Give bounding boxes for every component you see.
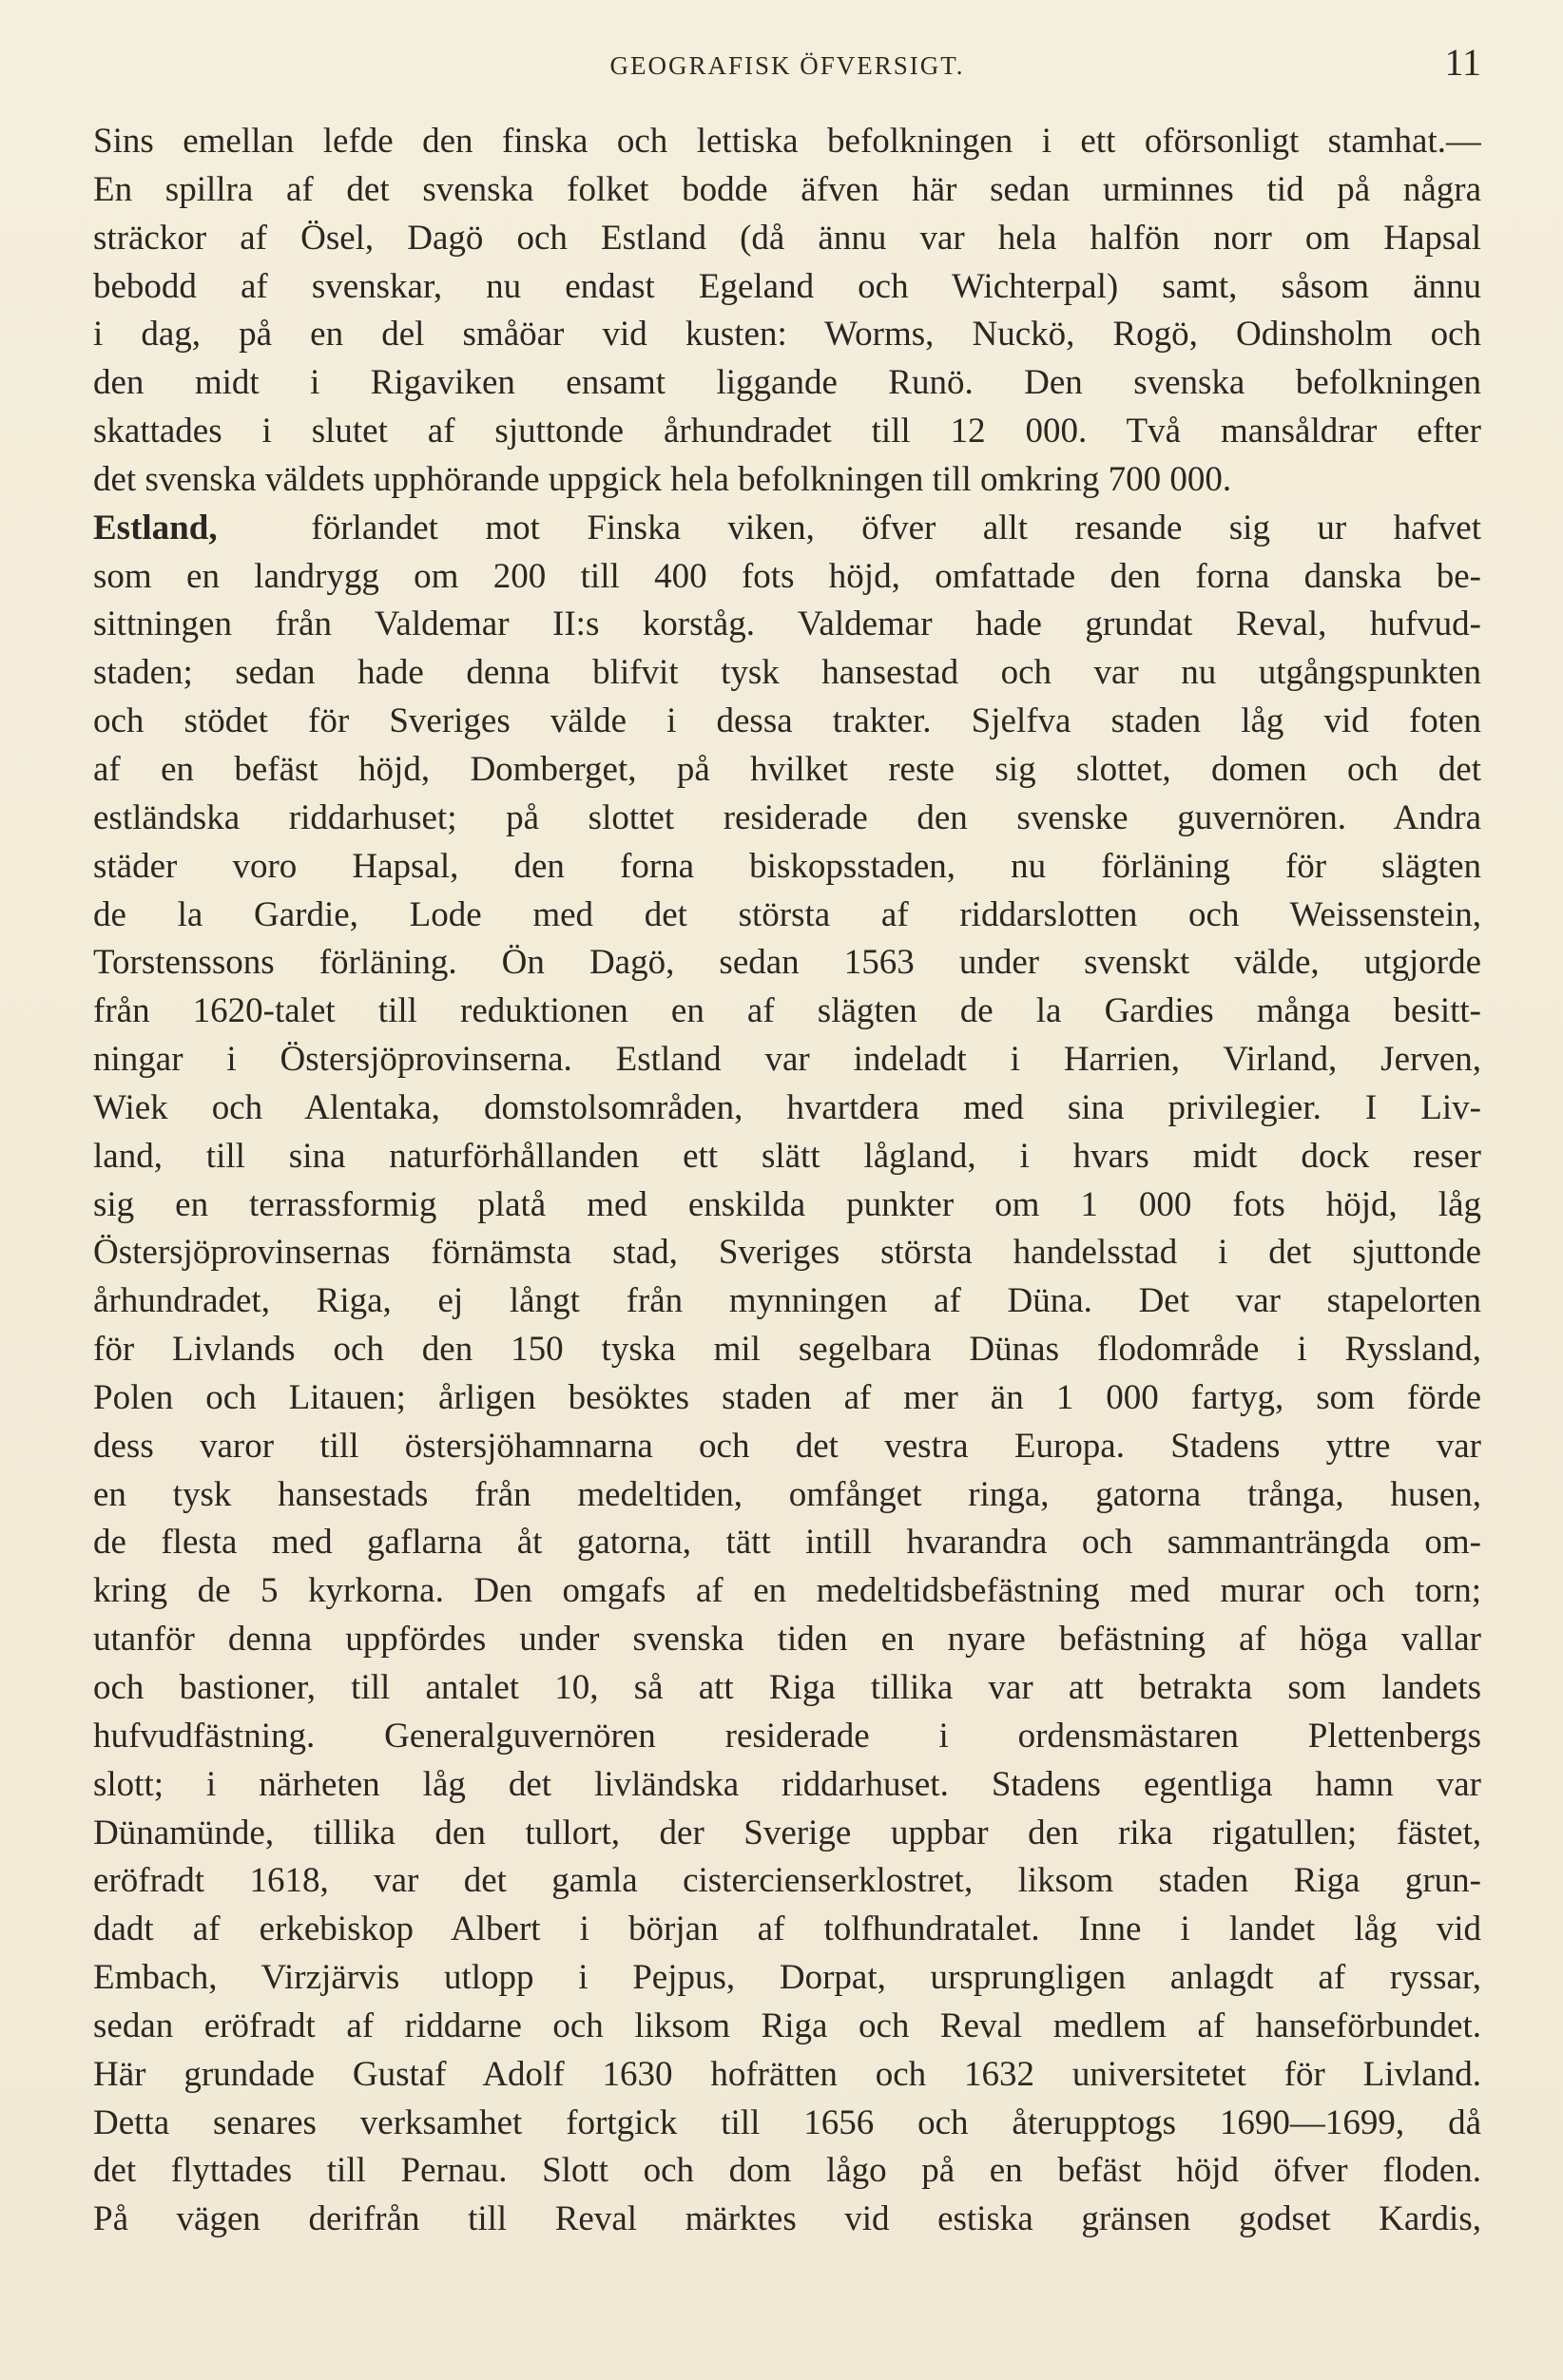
text-line: från 1620-talet till reduktionen en af slägten de la Gardies många besitt- — [93, 991, 1481, 1031]
text-line-estland — [93, 505, 1481, 553]
text-line: århundradet, Riga, ej långt från mynningen af Düna. Det var stapelorten — [93, 1281, 1481, 1321]
text-line: och stödet för Sveriges välde i dessa trakter. Sjelfva staden låg vid foten — [93, 701, 1481, 741]
text-line: bebodd af svenskar, nu endast Egeland och Wichterpal) samt, såsom ännu — [93, 266, 1481, 306]
text-line: städer voro Hapsal, den forna biskopsstaden, nu förläning för slägten — [93, 846, 1481, 886]
text-line: sig en terrassformig platå med enskilda punkter om 1 000 fots höjd, låg — [93, 1184, 1481, 1224]
text-line: det flyttades till Pernau. Slott och dom lågo på en befäst höjd öfver floden. — [93, 2151, 1481, 2191]
text-line: land, till sina naturförhållanden ett slätt lågland, i hvars midt dock reser — [93, 1136, 1481, 1176]
text-line: för Livlands och den 150 tyska mil segelbara Dünas flodområde i Ryssland, — [93, 1330, 1481, 1370]
page-number: 11 — [1444, 41, 1481, 84]
text-line: slott; i närheten låg det livländska riddarhuset. Stadens egentliga hamn var — [93, 1764, 1481, 1804]
text-line: ningar i Östersjöprovinserna. Estland var indeladt i Harrien, Virland, Jerven, — [93, 1040, 1481, 1080]
text-line: och bastioner, till antalet 10, så att Riga tillika var att betrakta som landets — [93, 1668, 1481, 1707]
text-line: eröfradt 1618, var det gamla cistercienserklostret, liksom staden Riga grun- — [93, 1861, 1481, 1901]
text-line: sträckor af Ösel, Dagö och Estland (då ännu var hela halfön norr om Hapsal — [93, 218, 1481, 258]
text-line: Dünamünde, tillika den tullort, der Sverige uppbar den rika rigatullen; fästet, — [93, 1813, 1481, 1852]
text-line: skattades i slutet af sjuttonde århundradet till 12 000. Två mansåldrar efter — [93, 412, 1481, 451]
body-text — [93, 118, 1481, 2244]
text-line: en tysk hansestads från medeltiden, omfånget ringa, gatorna trånga, husen, — [93, 1474, 1481, 1514]
text-line: En spillra af det svenska folket bodde äfven här sedan urminnes tid på några — [93, 169, 1481, 209]
text-line: hufvudfästning. Generalguvernören residerade i ordensmästaren Plettenbergs — [93, 1716, 1481, 1756]
running-title: GEOGRAFISK ÖFVERSIGT. — [609, 51, 965, 80]
text-line: dess varor till östersjöhamnarna och det vestra Europa. Stadens yttre var — [93, 1426, 1481, 1466]
text-line: Sins emellan lefde den finska och lettiska befolkningen i ett oförsonligt stamhat.— — [93, 122, 1481, 161]
text-line: sedan eröfradt af riddarne och liksom Riga och Reval medlem af hanseförbundet. — [93, 2006, 1481, 2045]
text-line: Embach, Virzjärvis utlopp i Pejpus, Dorpat, ursprungligen anlagdt af ryssar, — [93, 1958, 1481, 1998]
text-line: Här grundade Gustaf Adolf 1630 hofrätten och 1632 universitetet för Livland. — [93, 2054, 1481, 2094]
text-line: staden; sedan hade denna blifvit tysk hansestad och var nu utgångspunkten — [93, 653, 1481, 693]
page-header — [93, 38, 1481, 91]
text-line: dadt af erkebiskop Albert i början af tolfhundratalet. Inne i landet låg vid — [93, 1910, 1481, 1949]
text-line: Torstenssons förläning. Ön Dagö, sedan 1563 under svenskt välde, utgjorde — [93, 943, 1481, 983]
text-line: de flesta med gaflarna åt gatorna, tätt intill hvarandra och sammanträngda om- — [93, 1523, 1481, 1563]
text-line: den midt i Rigaviken ensamt liggande Runö. Den svenska befolkningen — [93, 363, 1481, 403]
text-line: det svenska väldets upphörande uppgick hela befolkningen till omkring 700 000. — [93, 459, 1232, 499]
text-line: På vägen derifrån till Reval märktes vid estiska gränsen godset Kardis, — [93, 2199, 1481, 2239]
text-line: Polen och Litauen; årligen besöktes staden af mer än 1 000 fartyg, som förde — [93, 1377, 1481, 1417]
text-line: Detta senares verksamhet fortgick till 1656 och återupptogs 1690—1699, då — [93, 2102, 1481, 2142]
text-line: som en landrygg om 200 till 400 fots höjd, omfattade den forna danska be- — [93, 556, 1481, 596]
text-line: estländska riddarhuset; på slottet residerade den svenske guvernören. Andra — [93, 797, 1481, 837]
term-estland: Estland, — [93, 508, 218, 547]
text-line: de la Gardie, Lode med det största af riddarslotten och Weissenstein, — [93, 894, 1481, 934]
text-line-content: förlandet mot Finska viken, öfver allt resande sig ur hafvet — [311, 508, 1481, 547]
text-line: af en befäst höjd, Domberget, på hvilket reste sig slottet, domen och det — [93, 749, 1481, 789]
text-line: Wiek och Alentaka, domstolsområden, hvartdera med sina privilegier. I Liv- — [93, 1087, 1481, 1127]
text-line: i dag, på en del småöar vid kusten: Worms, Nuckö, Rogö, Odinsholm och — [93, 315, 1481, 355]
text-line: kring de 5 kyrkorna. Den omgafs af en medeltidsbefästning med murar och torn; — [93, 1571, 1481, 1611]
text-line: utanför denna uppfördes under svenska tiden en nyare befästning af höga vallar — [93, 1620, 1481, 1660]
text-line: Östersjöprovinsernas förnämsta stad, Sveriges största handelsstad i det sjuttonde — [93, 1233, 1481, 1273]
text-line: sittningen från Valdemar II:s korståg. Valdemar hade grundat Reval, hufvud- — [93, 605, 1481, 644]
